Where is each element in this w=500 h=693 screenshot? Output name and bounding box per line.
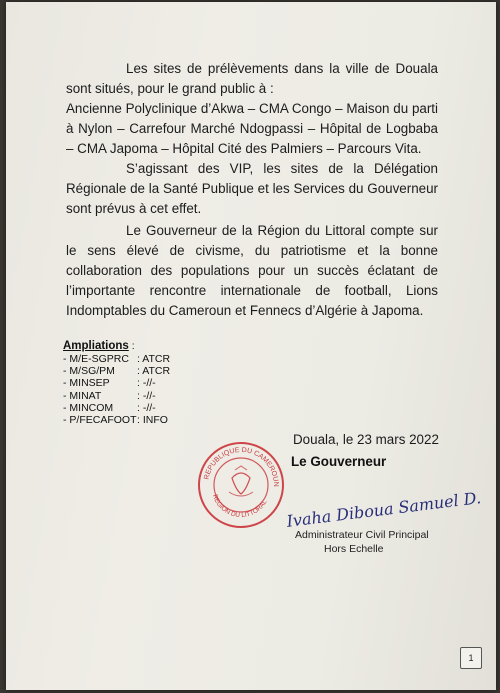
- document-page: [6, 2, 496, 690]
- ampliation-row: - MINAT : -//-: [63, 389, 156, 402]
- svg-text:REGION DU LITTORAL: REGION DU LITTORAL: [210, 493, 269, 520]
- signatory-grade: Hors Echelle: [324, 543, 384, 555]
- ampliation-row: - MINSEP : -//-: [63, 377, 156, 390]
- ampliation-row: - P/FECAFOOT : INFO: [63, 413, 168, 426]
- place-date: Douala, le 23 mars 2022: [293, 432, 439, 447]
- ampliation-row: - M/E-SGPRC : ATCR: [63, 353, 171, 365]
- paragraph-vip: S’agissant des VIP, les sites de la Délégation Régionale de la Santé Publique et les Services du Gouverneur sont prévus à cet effet.: [66, 161, 438, 216]
- ampliations-heading: Ampliations :: [63, 340, 135, 352]
- signatory-role: Le Gouverneur: [291, 454, 387, 469]
- paragraph-intro: Les sites de prélèvements dans la ville de Douala sont situés, pour le grand public à :: [66, 61, 438, 96]
- ampliations-block: [63, 340, 171, 426]
- paragraph-governor-appeal: Le Gouverneur de la Région du Littoral compte sur le sens élevé de civisme, du patriotisme et la bonne collaboration des populations pour un succès éclatant de l’importante rencontre internationale de football, Lions Indomptables du Cameroun et Fennecs d’Algérie à Japoma.: [66, 223, 438, 318]
- svg-text:REPUBLIQUE DU CAMEROUN: REPUBLIQUE DU CAMEROUN: [203, 446, 280, 487]
- ampliation-row: - MINCOM : -//-: [63, 401, 156, 414]
- handwritten-signature: Ivaha Diboua Samuel D.: [285, 488, 483, 531]
- paragraph-sites-list: Ancienne Polyclinique d’Akwa – CMA Congo – Maison du parti à Nylon – Carrefour Marché Ndogpassi – Hôpital de Logbaba – CMA Japoma – Hôpital Cité des Palmiers – Parcours Vita.: [66, 101, 438, 156]
- signatory-title: Administrateur Civil Principal: [295, 529, 429, 541]
- ampliation-row: - M/SG/PM : ATCR: [63, 365, 171, 378]
- official-stamp: [196, 440, 286, 530]
- page-number: 1: [460, 647, 482, 669]
